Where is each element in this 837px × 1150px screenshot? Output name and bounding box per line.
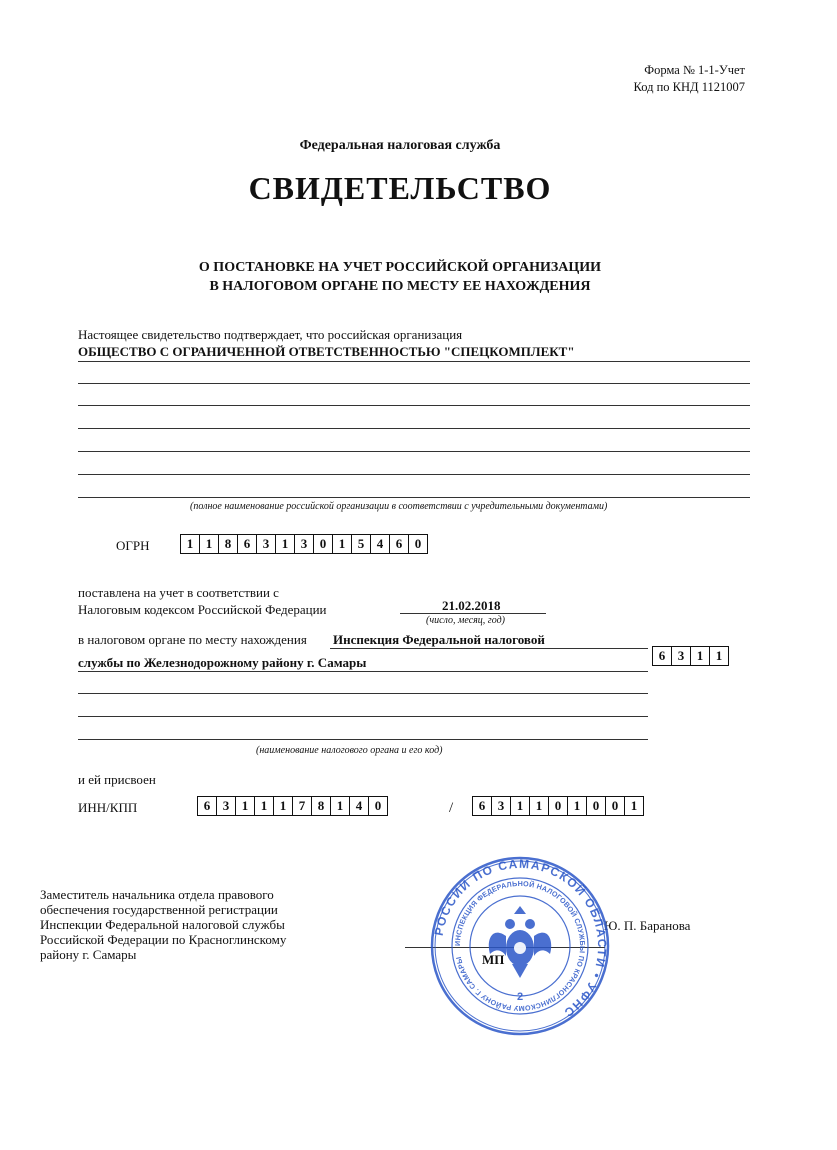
ogrn-digit: 0	[314, 535, 333, 553]
ogrn-digit: 6	[390, 535, 409, 553]
seal-place-label: МП	[482, 952, 505, 967]
date-line	[400, 613, 546, 614]
kpp-digit: 1	[568, 797, 587, 815]
authority-name-2: службы по Железнодорожному району г. Самары	[78, 655, 367, 670]
kpp-digit: 3	[492, 797, 511, 815]
signatory-line: району г. Самары	[40, 947, 137, 962]
authority-code-digit: 3	[672, 647, 691, 665]
authority-label: в налоговом органе по месту нахождения	[78, 632, 307, 647]
inn-digit: 8	[312, 797, 331, 815]
signatory-line: обеспечения государственной регистрации	[40, 902, 278, 917]
inn-digit: 0	[374, 798, 382, 813]
inn-digit: 1	[255, 797, 274, 815]
authority-line	[78, 739, 648, 740]
kpp-digit: 1	[530, 797, 549, 815]
svg-text:РОССИИ ПО САМАРСКОЙ ОБЛАСТИ •: РОССИИ ПО САМАРСКОЙ ОБЛАСТИ • УФНС	[431, 856, 610, 1021]
inn-digit-box	[197, 796, 388, 816]
organization-name: ОБЩЕСТВО С ОГРАНИЧЕННОЙ ОТВЕТСТВЕННОСТЬЮ "СПЕЦКОМПЛЕКТ"	[78, 344, 575, 359]
kpp-digit: 1	[511, 797, 530, 815]
kpp-digit: 0	[606, 797, 625, 815]
date-caption: (число, месяц, год)	[426, 615, 505, 626]
authority-line	[330, 648, 648, 649]
org-caption: (полное наименование российской организации в соответствии с учредительными документами)	[190, 501, 608, 512]
signatory-name: Ю. П. Баранова	[604, 918, 691, 933]
inn-kpp-separator: /	[449, 800, 454, 816]
official-seal	[430, 856, 610, 1036]
ogrn-digit: 8	[219, 535, 238, 553]
ogrn-digit: 5	[352, 535, 371, 553]
org-line	[78, 361, 750, 362]
ogrn-digit-box	[180, 534, 428, 554]
inn-digit: 3	[217, 797, 236, 815]
inn-digit: 1	[274, 797, 293, 815]
knd-code: Код по КНД 1121007	[633, 80, 745, 94]
signatory-line: Российской Федерации по Красноглинскому	[40, 932, 287, 947]
org-line	[78, 405, 750, 406]
ogrn-digit: 0	[414, 536, 422, 551]
inn-kpp-label: ИНН/КПП	[78, 800, 138, 815]
org-line	[78, 451, 750, 452]
authority-line	[78, 716, 648, 717]
ogrn-digit: 6	[238, 535, 257, 553]
signatory-line: Инспекции Федеральной налоговой службы	[40, 917, 285, 932]
kpp-digit: 1	[630, 798, 638, 813]
registration-date: 21.02.2018	[442, 598, 501, 613]
ogrn-digit: 4	[371, 535, 390, 553]
inn-digit: 4	[350, 797, 369, 815]
org-line	[78, 383, 750, 384]
signatory-position	[40, 887, 286, 962]
kpp-digit-box	[472, 796, 644, 816]
subtitle-line-2: В НАЛОГОВОМ ОРГАНЕ ПО МЕСТУ ЕЕ НАХОЖДЕНИЯ	[209, 279, 591, 294]
authority-name-1: Инспекция Федеральной налоговой	[333, 632, 545, 647]
svg-text:ИНСПЕКЦИЯ ФЕДЕРАЛЬНОЙ НАЛОГОВО: ИНСПЕКЦИЯ ФЕДЕРАЛЬНОЙ НАЛОГОВОЙ СЛУЖБЫ ПО КРАСНОГЛИНСКОМУ РАЙОНУ Г. САМАРЫ	[452, 878, 588, 1014]
org-line	[78, 474, 750, 475]
authority-code-digit: 1	[691, 647, 710, 665]
assigned-label: и ей присвоен	[78, 772, 156, 787]
org-line	[78, 428, 750, 429]
kpp-digit: 0	[549, 797, 568, 815]
registered-text-1: поставлена на учет в соответствии с	[78, 585, 279, 600]
ogrn-digit: 1	[276, 535, 295, 553]
ogrn-digit: 1	[200, 535, 219, 553]
form-number: Форма № 1-1-Учет	[644, 63, 745, 77]
authority-caption: (наименование налогового органа и его код)	[256, 745, 443, 756]
ogrn-digit: 3	[295, 535, 314, 553]
authority-line	[78, 693, 648, 694]
ogrn-digit: 1	[181, 535, 200, 553]
intro-text: Настоящее свидетельство подтверждает, что российская организация	[78, 327, 463, 342]
form-header	[634, 62, 745, 96]
ogrn-label: ОГРН	[116, 538, 150, 553]
agency-title: Федеральная налоговая служба	[299, 138, 501, 153]
inn-digit: 1	[236, 797, 255, 815]
authority-line	[78, 671, 648, 672]
kpp-digit: 6	[473, 797, 492, 815]
org-line	[78, 497, 750, 498]
kpp-digit: 0	[587, 797, 606, 815]
svg-text:2: 2	[516, 991, 524, 1003]
ogrn-digit: 1	[333, 535, 352, 553]
signatory-line: Заместитель начальника отдела правового	[40, 887, 274, 902]
document-title: СВИДЕТЕЛЬСТВО	[248, 170, 552, 206]
authority-code-box	[652, 646, 729, 666]
inn-digit: 6	[198, 797, 217, 815]
inn-digit: 1	[331, 797, 350, 815]
inn-digit: 7	[293, 797, 312, 815]
authority-code-digit: 1	[715, 648, 723, 663]
registered-text-2: Налоговым кодексом Российской Федерации	[78, 602, 327, 617]
subtitle-line-1: О ПОСТАНОВКЕ НА УЧЕТ РОССИЙСКОЙ ОРГАНИЗАЦИИ	[198, 260, 602, 275]
authority-code-digit: 6	[653, 647, 672, 665]
ogrn-digit: 3	[257, 535, 276, 553]
